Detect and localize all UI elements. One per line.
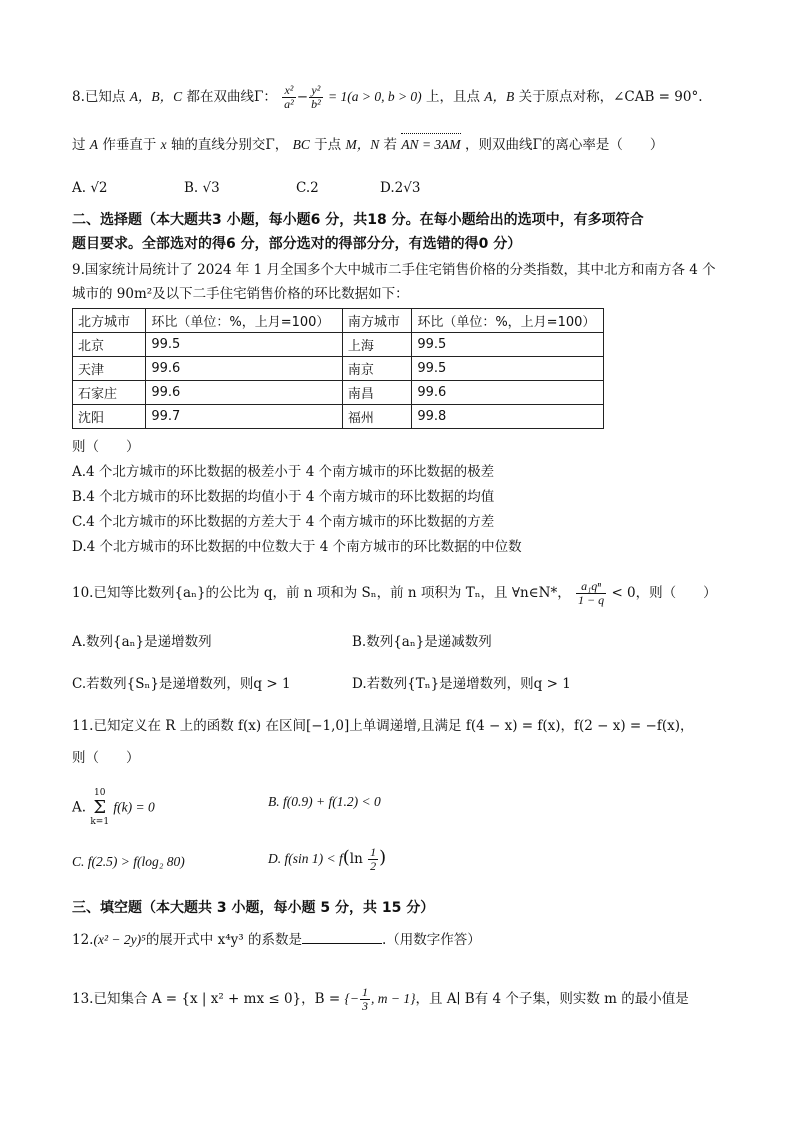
q8-option-c: C.2 [296, 180, 319, 196]
table-header: 北方城市 [73, 309, 146, 333]
q9-option-d: D.4 个北方城市的环比数据的中位数大于 4 个南方城市的环比数据的中位数 [72, 539, 522, 555]
table-cell: 99.6 [412, 381, 604, 405]
q13-line: 13.已知集合 A = {x | x² + mx ≤ 0}，B = {− $\frac{1}{3}$ , m − 1}，且 A∣ B有 4 个子集，则实数 m 的最小值是 [72, 985, 689, 1013]
q11-option-c: C. f(2.5) > f(log₂ 80) [72, 854, 185, 869]
q10-fraction: $\frac{\text{a₁qⁿ}}{1 - q}$ [578, 579, 605, 607]
q8-line2: 过 A 作垂直于 x 轴的直线分别交Γ， BC 于点 M，N 若 AN = 3AM ，则双曲线Γ的离心率是（ ） [72, 137, 664, 153]
q8-option-d: D.2√3 [380, 180, 421, 196]
table-cell: 99.6 [146, 381, 342, 405]
q9-option-a: A.4 个北方城市的环比数据的极差小于 4 个南方城市的环比数据的极差 [72, 464, 495, 480]
frac-y2-b2: $\frac{\text{y²}}{\text{b²}}$ [311, 83, 321, 111]
table-cell: 南昌 [342, 381, 411, 405]
answer-blank[interactable] [302, 943, 382, 944]
q9-option-b: B.4 个北方城市的环比数据的均值小于 4 个南方城市的环比数据的均值 [72, 489, 495, 505]
q9-line1: 9.国家统计局统计了 2024 年 1 月全国多个大中城市二手住宅销售价格的分类指数，其中北方和南方各 4 个 [72, 262, 716, 278]
table-row [73, 333, 604, 357]
table-cell: 石家庄 [73, 381, 146, 405]
table-cell: 99.6 [146, 357, 342, 381]
table-cell: 99.5 [412, 357, 604, 381]
q9-line2: 城市的 90m²及以下二手住宅销售价格的环比数据如下： [72, 286, 409, 302]
q8-option-b: B. √3 [184, 180, 220, 196]
table-header: 环比（单位：%，上月=100） [146, 309, 342, 333]
section-2-title-cont: 题目要求。全部选对的得6 分，部分选对的得部分分，有选错的得0 分） [72, 236, 522, 252]
table-cell: 南京 [342, 357, 411, 381]
table-cell: 天津 [73, 357, 146, 381]
section-2-title: 二、选择题（本大题共3 小题，每小题6 分，共18 分。在每小题给出的选项中，有多项符合 [72, 212, 644, 228]
table-cell: 沈阳 [73, 405, 146, 429]
table-header-row [73, 309, 604, 333]
q9-then: 则（ ） [72, 439, 140, 455]
table-header: 南方城市 [342, 309, 411, 333]
vector-equation: AN = 3AM [401, 135, 460, 155]
q10-option-b: B.数列{aₙ}是递减数列 [352, 634, 492, 650]
frac-x2-a2: $\frac{\text{x²}}{\text{a²}}$ [284, 83, 294, 111]
q10-line1: 10.已知等比数列{aₙ}的公比为 q，前 n 项和为 Sₙ，前 n 项积为 Tₙ，且 ∀n∈N*， $\frac{\text{a₁qⁿ}}{1 - q}$ < 0，则（ ） [72, 579, 717, 607]
table-cell: 99.5 [146, 333, 342, 357]
q11-option-d: D. f(sin 1) < f(ln $\frac{1}{2}$ ) [268, 845, 387, 873]
table-cell: 北京 [73, 333, 146, 357]
q10-option-a: A.数列{aₙ}是递增数列 [72, 634, 212, 650]
q8-line1: 8.已知点 A，B，C 都在双曲线Γ： $\frac{\text{x²}}{\text{a²}}$ − $\frac{\text{y²}}{\text{b²}}$ = 1(a > 0, b > 0) 上，且点 A，B 关于原点对称，∠CAB = 90°. [72, 83, 703, 111]
table-cell: 99.5 [412, 333, 604, 357]
q8-option-a: A. √2 [72, 180, 108, 196]
table-row [73, 357, 604, 381]
q9-table [72, 308, 604, 429]
summation-symbol: 10 Σ k=1 [90, 788, 110, 827]
table-row [73, 405, 604, 429]
table-cell: 上海 [342, 333, 411, 357]
q9-option-c: C.4 个北方城市的环比数据的方差大于 4 个南方城市的环比数据的方差 [72, 514, 495, 530]
q11-option-b: B. f(0.9) + f(1.2) < 0 [268, 794, 381, 809]
table-row [73, 381, 604, 405]
section-3-title: 三、填空题（本大题共 3 小题，每小题 5 分，共 15 分） [72, 900, 435, 916]
q11-line1: 11.已知定义在 R 上的函数 f(x) 在区间[−1,0]上单调递增,且满足 f(4 − x) = f(x)，f(2 − x) = −f(x)， [72, 718, 694, 734]
q10-option-c: C.若数列{Sₙ}是递增数列，则q > 1 [72, 676, 291, 692]
q11-option-a: A. 10 Σ k=1 f(k) = 0 [72, 788, 155, 827]
q11-then: 则（ ） [72, 750, 140, 766]
q12-line: 12.(x² − 2y)⁵的展开式中 x⁴y³ 的系数是 .（用数字作答） [72, 932, 481, 948]
q10-option-d: D.若数列{Tₙ}是递增数列，则q > 1 [352, 676, 571, 692]
table-header: 环比（单位：%，上月=100） [412, 309, 604, 333]
table-cell: 99.8 [412, 405, 604, 429]
table-cell: 99.7 [146, 405, 342, 429]
table-cell: 福州 [342, 405, 411, 429]
